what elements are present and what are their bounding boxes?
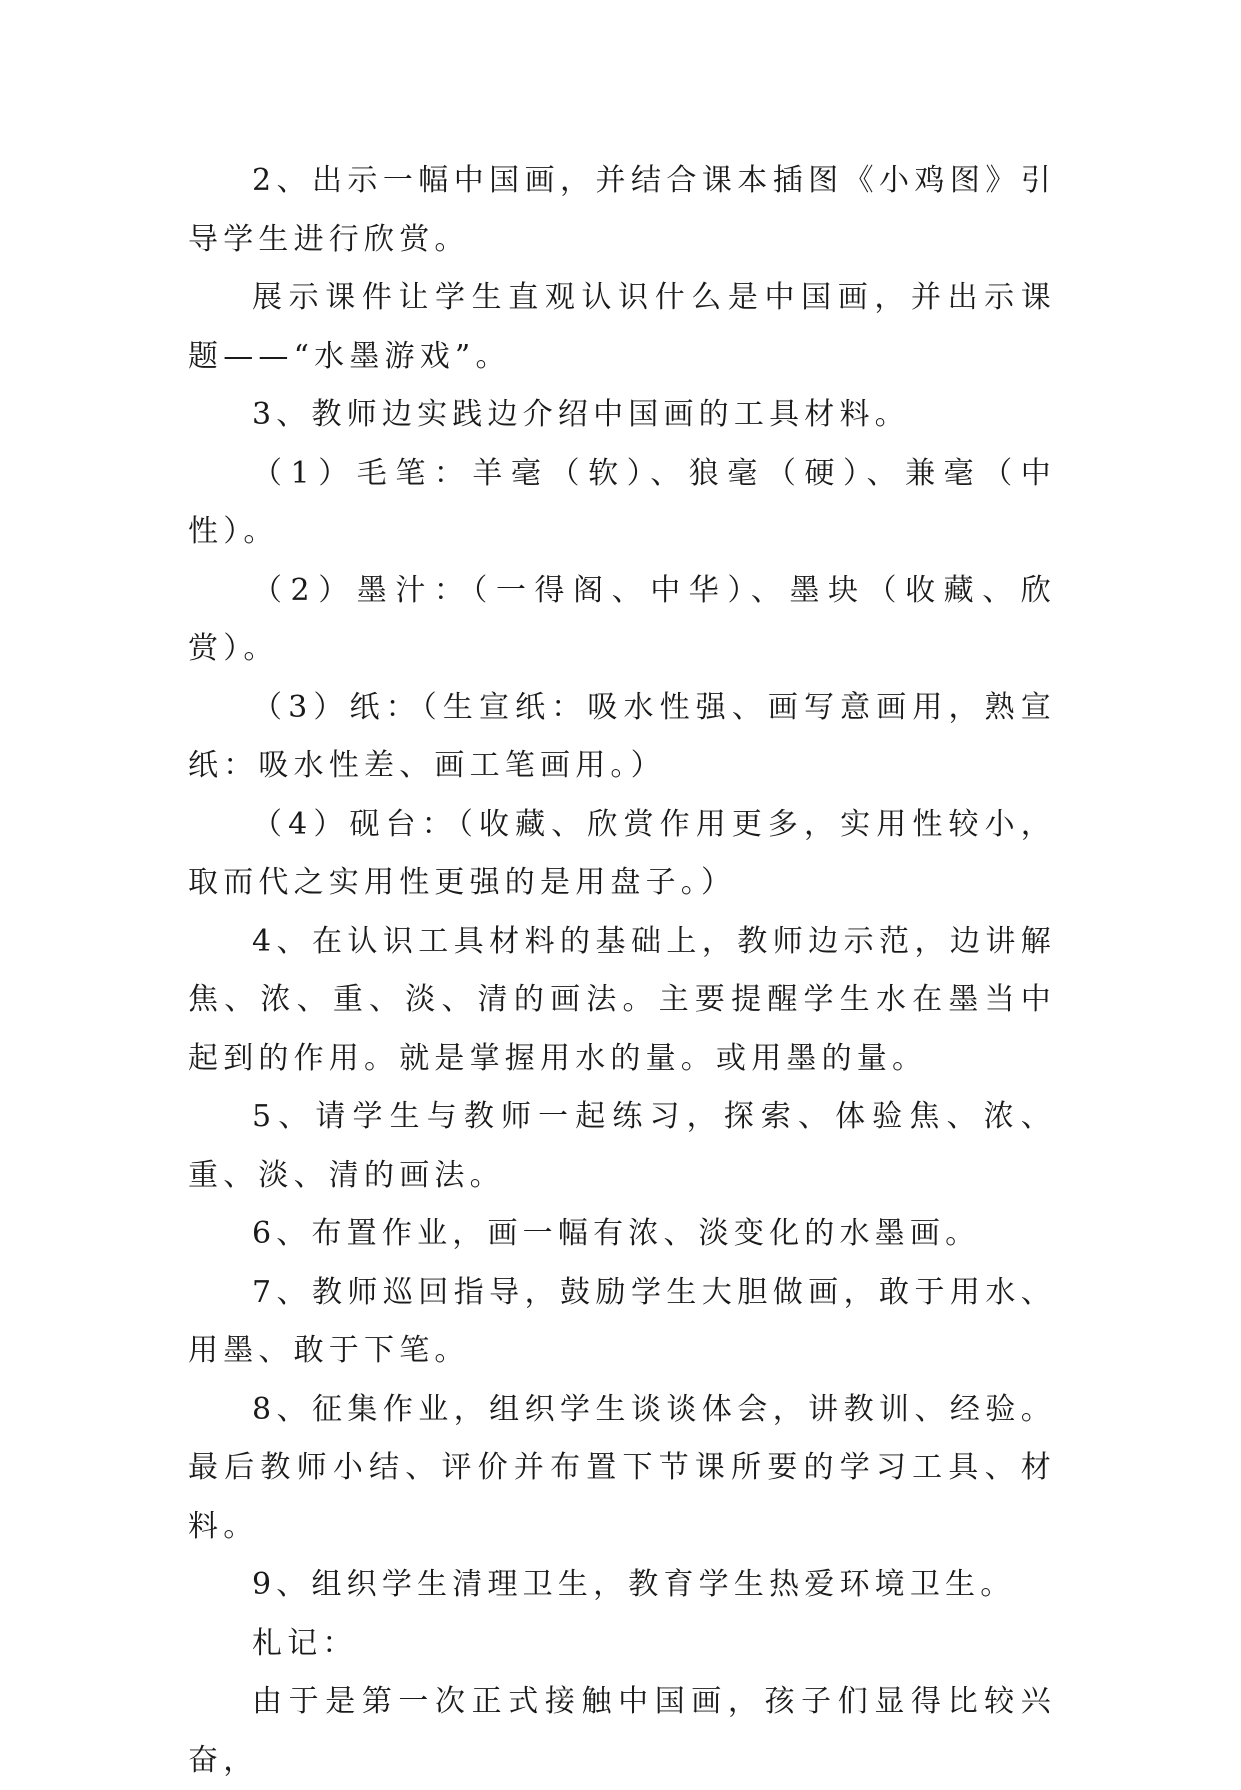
paragraph-inkstone: （4）砚台：（收藏、欣赏作用更多，实用性较小，取而代之实用性更强的是用盘子。） [188,806,1056,900]
paragraph-brush: （1）毛笔：羊毫（软）、狼毫（硬）、兼毫（中性）。 [188,455,1056,549]
paragraph-notes-heading: 札记： [252,1625,358,1661]
paragraph-step-9: 9、组织学生清理卫生，教育学生热爱环境卫生。 [252,1567,1016,1602]
paragraph-step-7: 7、教师巡回指导，鼓励学生大胆做画，敢于用水、用墨、敢于下笔。 [188,1274,1056,1368]
paragraph-notes-text: 由于是第一次正式接触中国画，孩子们显得比较兴奋， [188,1684,1056,1778]
paragraph-show-courseware: 展示课件让学生直观认识什么是中国画，并出示课题——“水墨游戏”。 [188,280,1056,374]
document-body [188,152,1056,1790]
paragraph-paper: （3）纸：（生宣纸：吸水性强、画写意画用，熟宣纸：吸水性差、画工笔画用。） [188,689,1056,783]
paragraph-step-4: 4、在认识工具材料的基础上，教师边示范，边讲解焦、浓、重、淡、清的画法。主要提醒学生水在墨当中起到的作用。就是掌握用水的量。或用墨的量。 [188,923,1056,1076]
paragraph-step-5: 5、请学生与教师一起练习，探索、体验焦、浓、重、淡、清的画法。 [188,1099,1056,1193]
paragraph-step-3: 3、教师边实践边介绍中国画的工具材料。 [252,397,910,432]
paragraph-step-6: 6、布置作业，画一幅有浓、淡变化的水墨画。 [252,1216,981,1251]
paragraph-ink: （2）墨汁：（一得阁、中华）、墨块（收藏、欣赏）。 [188,572,1056,666]
paragraph-step-2: 2、出示一幅中国画，并结合课本插图《小鸡图》引导学生进行欣赏。 [188,163,1056,257]
paragraph-step-8: 8、征集作业，组织学生谈谈体会，讲教训、经验。最后教师小结、评价并布置下节课所要的学习工具、材料。 [188,1391,1056,1544]
